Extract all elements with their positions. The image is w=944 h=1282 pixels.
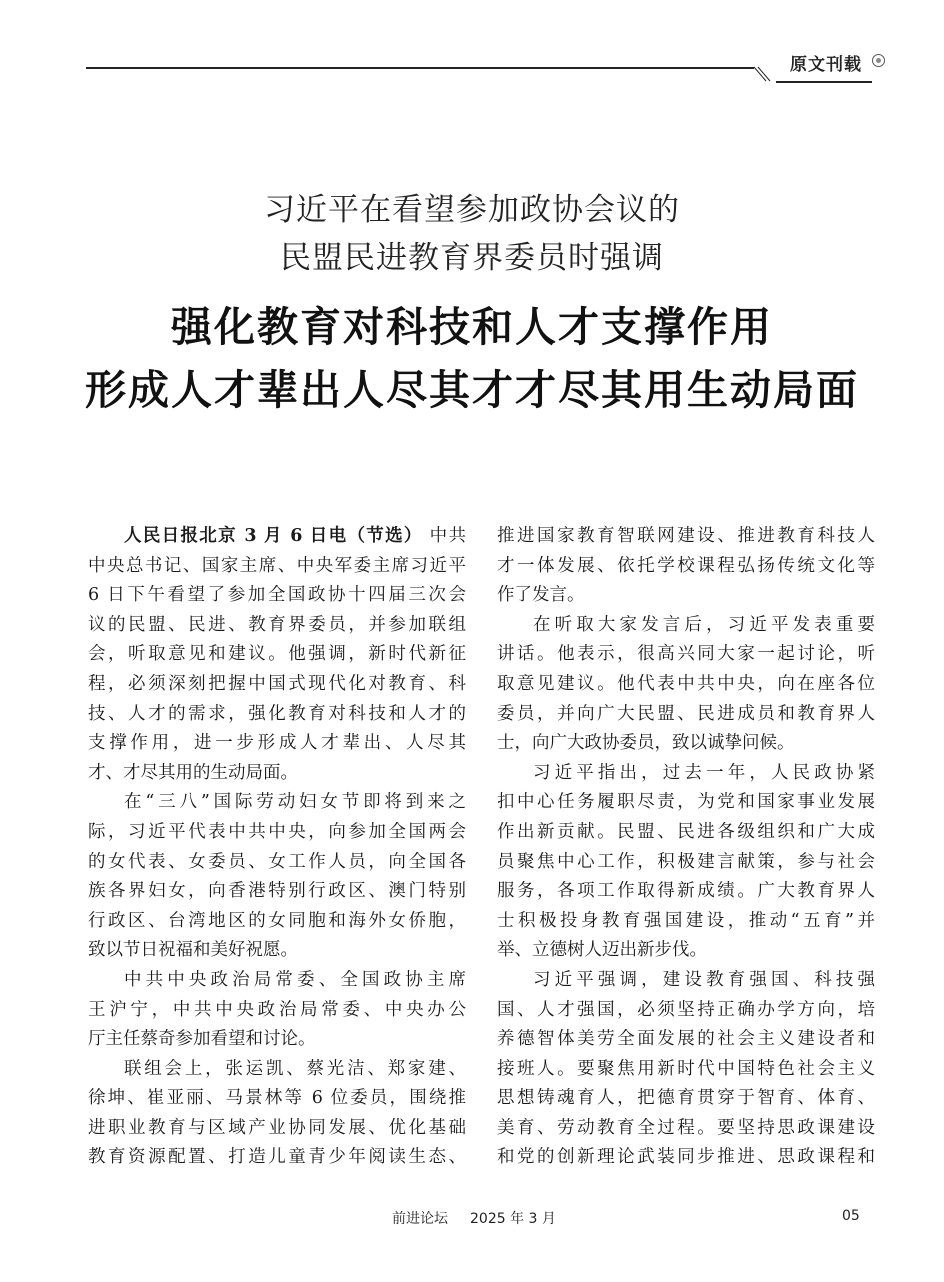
text-line: 议的民盟、民进、教育界委员，并参加联组 [88, 614, 466, 635]
header-rule-underline [776, 81, 872, 83]
text-line: 6 日下午看望了参加全国政协十四届三次会 [88, 585, 466, 606]
text-line: 扣中心任务履职尽责，为党和国家事业发展 [497, 792, 875, 813]
text-line: 行政区、台湾地区的女同胞和海外女侨胞， [88, 910, 466, 931]
text-line: 取意见建议。他代表中共中央，向在座各位 [497, 673, 875, 694]
text-line: 联组会上，张运凯、蔡光洁、郑家建、 [124, 1058, 466, 1079]
text-line: 际，习近平代表中共中央，向参加全国两会 [88, 821, 466, 842]
text-line: 中共中央政治局常委、全国政协主席 [124, 969, 466, 990]
article-column-right [497, 522, 875, 1173]
text-line: 教育资源配置、打造儿童青少年阅读生态、 [88, 1147, 466, 1168]
text-line: 会，听取意见和建议。他强调，新时代新征 [88, 644, 466, 665]
paragraph [88, 522, 466, 788]
text-line: 的女代表、女委员、女工作人员，向全国各 [88, 851, 466, 872]
text-line: 服务，各项工作取得新成绩。广大教育界人 [497, 881, 875, 902]
text-line: 习近平强调，建设教育强国、科技强 [533, 969, 875, 990]
text-line: 程，必须深刻把握中国式现代化对教育、科 [88, 673, 466, 694]
text-line: 中央总书记、国家主席、中央军委主席习近平 [88, 555, 466, 576]
main-title-line: 强化教育对科技和人才支撑作用 [171, 303, 773, 351]
paragraph [88, 788, 466, 966]
text-line: 徐坤、崔亚丽、马景林等 6 位委员，围绕推 [88, 1088, 466, 1109]
text-line: 厅主任蔡奇参加看望和讨论。 [88, 1029, 316, 1050]
header-rule [86, 67, 754, 69]
text-line: 思想铸魂育人，把德育贯穿于智育、体育、 [497, 1088, 875, 1109]
text-line: 养德智体美劳全面发展的社会主义建设者和 [497, 1029, 875, 1050]
text-line: 致以节日祝福和美好祝愿。 [88, 940, 298, 961]
text-line: 美育、劳动教育全过程。要坚持思政课建设 [497, 1117, 875, 1138]
main-title-line: 形成人才辈出人尽其才才尽其用生动局面 [85, 366, 859, 414]
dateline: 人民日报北京 3 月 6 日电（节选） [124, 526, 423, 546]
text-line: 和党的创新理论武装同步推进、思政课程和 [497, 1147, 875, 1168]
text-line: 支撑作用，进一步形成人才辈出、人尽其 [88, 733, 466, 754]
text-line: 士，向广大政协委员，致以诚挚问候。 [497, 733, 795, 754]
paragraph [88, 1055, 466, 1173]
text-line: 接班人。要聚焦用新时代中国特色社会主义 [497, 1058, 875, 1079]
text-line: 习近平指出，过去一年，人民政协紧 [533, 762, 875, 783]
text-line: 作出新贡献。民盟、民进各级组织和广大成 [497, 821, 875, 842]
paragraph [497, 966, 875, 1173]
article-column-left [88, 522, 466, 1173]
footer-publication: 前进论坛 [392, 1211, 448, 1227]
paragraph [88, 966, 466, 1055]
text-line: 士积极投身教育强国建设，推动“五育”并 [497, 910, 875, 931]
text-line: 技、人才的需求，强化教育对科技和人才的 [88, 703, 466, 724]
text-line: 在听取大家发言后，习近平发表重要 [533, 614, 875, 635]
text-line: 才、才尽其用的生动局面。 [88, 762, 298, 783]
text-line: 举、立德树人迈出新步伐。 [497, 940, 707, 961]
text-line: 员聚焦中心工作，积极建言献策，参与社会 [497, 851, 875, 872]
text-line: 委员，并向广大民盟、民进成员和教育界人 [497, 703, 875, 724]
text-line [88, 522, 466, 552]
section-label: 原文刊载 [790, 55, 862, 75]
paragraph [497, 522, 875, 611]
text-line: 讲话。他表示，很高兴同大家一起讨论，听 [497, 644, 875, 665]
page-number: 05 [842, 1208, 860, 1224]
text-line: 进职业教育与区域产业协同发展、优化基础 [88, 1117, 466, 1138]
text-line: 推进国家教育智联网建设、推进教育科技人 [497, 526, 875, 546]
text-line-rest: 中共 [429, 526, 466, 546]
footer-date: 2025 年 3 月 [470, 1211, 556, 1227]
paragraph [497, 611, 875, 759]
text-line: 国、人才强国，必须坚持正确办学方向，培 [497, 999, 875, 1020]
subtitle-line: 习近平在看望参加政协会议的 [264, 192, 680, 228]
text-line: 才一体发展、依托学校课程弘扬传统文化等 [497, 555, 875, 576]
text-line: 在“三八”国际劳动妇女节即将到来之 [124, 792, 466, 813]
text-line: 作了发言。 [497, 585, 585, 606]
bullseye-icon [872, 54, 885, 67]
text-line: 族各界妇女，向香港特别行政区、澳门特别 [88, 881, 466, 902]
subtitle-line: 民盟民进教育界委员时强调 [280, 240, 664, 276]
text-line: 王沪宁，中共中央政治局常委、中央办公 [88, 999, 466, 1020]
paragraph [497, 759, 875, 966]
